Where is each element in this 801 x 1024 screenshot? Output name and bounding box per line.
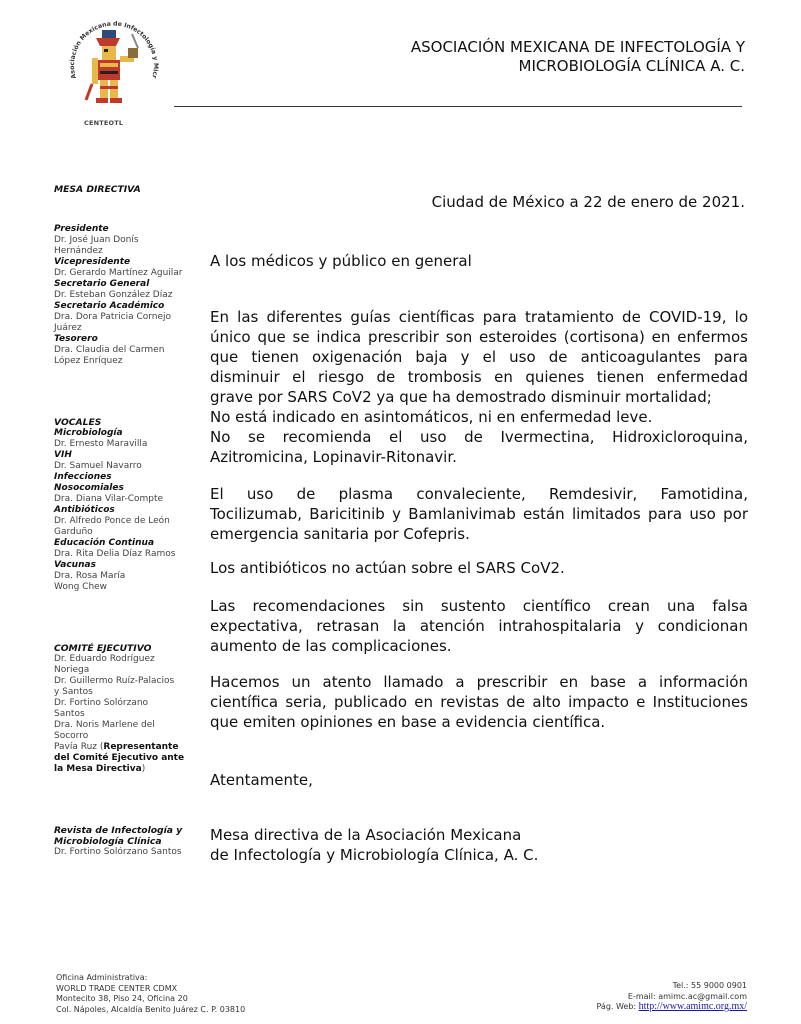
member-name: Dr. Alfredo Ponce de León [54, 516, 170, 526]
paragraph-line: grave por SARS CoV2 ya que ha demostrado disminuir mortalidad; [210, 388, 712, 406]
letter-signature [210, 825, 748, 865]
member-name: Dra. Noris Marlene del [54, 720, 155, 730]
paragraph-line: aumento de las complicaciones. [210, 637, 452, 655]
paragraph-line: Hacemos un atento llamado a prescribir en base a información [210, 673, 748, 691]
organization-title [411, 38, 745, 76]
paragraph-line: Azitromicina, Lopinavir-Ritonavir. [210, 448, 457, 466]
member-name: Juárez [54, 323, 82, 333]
member-name: Dra. Claudia del Carmen [54, 345, 165, 355]
signature-line1: Mesa directiva de la Asociación Mexicana [210, 826, 522, 844]
member-name: Dra. Diana Vilar-Compte [54, 494, 164, 504]
member-name: Dra. Dora Patricia Cornejo [54, 312, 172, 322]
mesa-directiva-title: MESA DIRECTIVA [54, 184, 141, 195]
footer-contact [596, 981, 747, 1013]
footer-address-line: WORLD TRADE CENTER CDMX [56, 983, 178, 993]
member-name: Hernández [54, 246, 103, 256]
role-educacion-continua: Educación Continua [54, 538, 155, 548]
member-name: Dr. Eduardo Rodríguez [54, 654, 155, 664]
member-name: Dra. Rita Delia Díaz Ramos [54, 549, 176, 559]
role-infecciones: Infecciones [54, 472, 112, 482]
role-microbiologia: Microbiología [54, 428, 123, 438]
representative-line-end [54, 764, 199, 775]
paragraph-line: disminuir el riesgo de trombosis en quienes tienen enfermedad [210, 368, 748, 386]
member-name: Noriega [54, 665, 90, 675]
role-presidente: Presidente [54, 224, 109, 234]
paragraph-line: que emiten opiniones en base a evidencia científica. [210, 713, 606, 731]
member-name: Garduño [54, 527, 93, 537]
representative-line [54, 742, 199, 753]
representative-note: Representante [103, 742, 179, 752]
member-name: Pavía Ruz ( [54, 742, 104, 752]
header-divider [174, 106, 742, 107]
member-name: Dr. Gerardo Martínez Aguilar [54, 268, 183, 278]
paragraph-line: emergencia sanitaria por Cofepris. [210, 525, 470, 543]
website-link[interactable]: http://www.amimc.org.mx/ [638, 1001, 747, 1012]
role-vih: VIH [54, 450, 72, 460]
representative-note: la Mesa Directiva [54, 764, 142, 774]
footer-phone: Tel.: 55 9000 0901 [672, 981, 747, 990]
member-name: López Enríquez [54, 356, 123, 366]
paragraph-line: No se recomienda el uso de Ivermectina, Hidroxicloroquina, [210, 428, 748, 446]
footer-web [596, 1002, 747, 1013]
footer-web-label: Pág. Web: [596, 1002, 639, 1011]
paragraph-call-to-action [210, 672, 748, 732]
footer-office-address [56, 973, 245, 1015]
representative-note: del Comité Ejecutivo ante [54, 753, 185, 763]
org-title-line2: MICROBIOLOGÍA CLÍNICA A. C. [518, 57, 745, 75]
member-name: Wong Chew [54, 582, 108, 592]
paragraph-line: expectativa, retrasan la atención intrahospitalaria y condicionan [210, 617, 748, 635]
paragraph-unsupported-recommendations [210, 596, 748, 656]
letter-date: Ciudad de México a 22 de enero de 2021. [431, 193, 745, 211]
footer-address-line: Col. Nápoles, Alcaldía Benito Juárez C. P. 03810 [56, 1004, 246, 1014]
logo-caption: CENTEOTL [84, 119, 124, 127]
footer-address-line: Oficina Administrativa: [56, 973, 148, 982]
role-vicepresidente: Vicepresidente [54, 257, 131, 267]
sidebar-board-list [54, 184, 199, 858]
paragraph-line: Las recomendaciones sin sustento científico crean una falsa [210, 597, 748, 615]
paragraph-antibiotics: Los antibióticos no actúan sobre el SARS CoV2. [210, 559, 565, 577]
paragraph-line: científica seria, publicado en revistas de alto impacto e Instituciones [210, 693, 748, 711]
footer-address-line: Montecito 38, Piso 24, Oficina 20 [56, 994, 188, 1003]
letter-closing: Atentamente, [210, 771, 313, 789]
paragraph-line: que tienen oxigenación baja y el uso de anticoagulantes para [210, 348, 748, 366]
role-vacunas: Vacunas [54, 560, 96, 570]
revista-editor-name: Dr. Fortino Solórzano Santos [54, 847, 182, 857]
paragraph-treatment-guidelines [210, 307, 748, 467]
role-tesorero: Tesorero [54, 334, 98, 344]
svg-text:Asociación Mexicana de Infecto: Asociación Mexicana de Infectología y Micr [68, 20, 160, 80]
paragraph-limited-use [210, 484, 748, 544]
revista-title-line1: Revista de Infectología y [54, 825, 183, 836]
member-name: Dr. Samuel Navarro [54, 461, 142, 471]
member-name: Dra. Rosa María [54, 571, 126, 581]
role-antibioticos: Antibióticos [54, 505, 115, 515]
member-name: Socorro [54, 731, 89, 741]
centeotl-figure-icon [58, 8, 170, 120]
role-nosocomiales: Nosocomiales [54, 483, 124, 493]
revista-title-line2: Microbiología Clínica [54, 836, 162, 847]
member-name: Santos [54, 709, 85, 719]
member-name: Dr. Guillermo Ruíz-Palacios [54, 676, 175, 686]
member-name: Dr. Fortino Solórzano [54, 698, 149, 708]
member-name: Dr. Esteban González Díaz [54, 290, 173, 300]
org-title-line1: ASOCIACIÓN MEXICANA DE INFECTOLOGÍA Y [410, 38, 745, 56]
closing-paren: ) [141, 764, 146, 774]
comite-ejecutivo-title: COMITÉ EJECUTIVO [54, 643, 152, 654]
paragraph-line: Tocilizumab, Baricitinib y Bamlanivimab están limitados para uso por [210, 505, 748, 523]
paragraph-line: único que se indica prescribir son esteroides (cortisona) en enfermos [210, 328, 748, 346]
paragraph-line: El uso de plasma convaleciente, Remdesivir, Famotidina, [210, 485, 748, 503]
role-secretario-general: Secretario General [54, 279, 150, 289]
member-name: Dr. José Juan Donís [54, 235, 139, 245]
association-logo [58, 8, 170, 133]
paragraph-line: No está indicado en asintomáticos, ni en enfermedad leve. [210, 408, 653, 426]
vocales-title: VOCALES [54, 417, 102, 428]
member-name: y Santos [54, 687, 93, 697]
footer-email: E-mail: amimc.ac@gmail.com [627, 991, 747, 1001]
paragraph-line: En las diferentes guías científicas para tratamiento de COVID-19, lo [210, 308, 748, 326]
role-secretario-academico: Secretario Académico [54, 301, 165, 311]
member-name: Dr. Ernesto Maravilla [54, 439, 148, 449]
letter-salutation: A los médicos y público en general [210, 252, 472, 270]
signature-line2: de Infectología y Microbiología Clínica, A. C. [210, 846, 539, 864]
